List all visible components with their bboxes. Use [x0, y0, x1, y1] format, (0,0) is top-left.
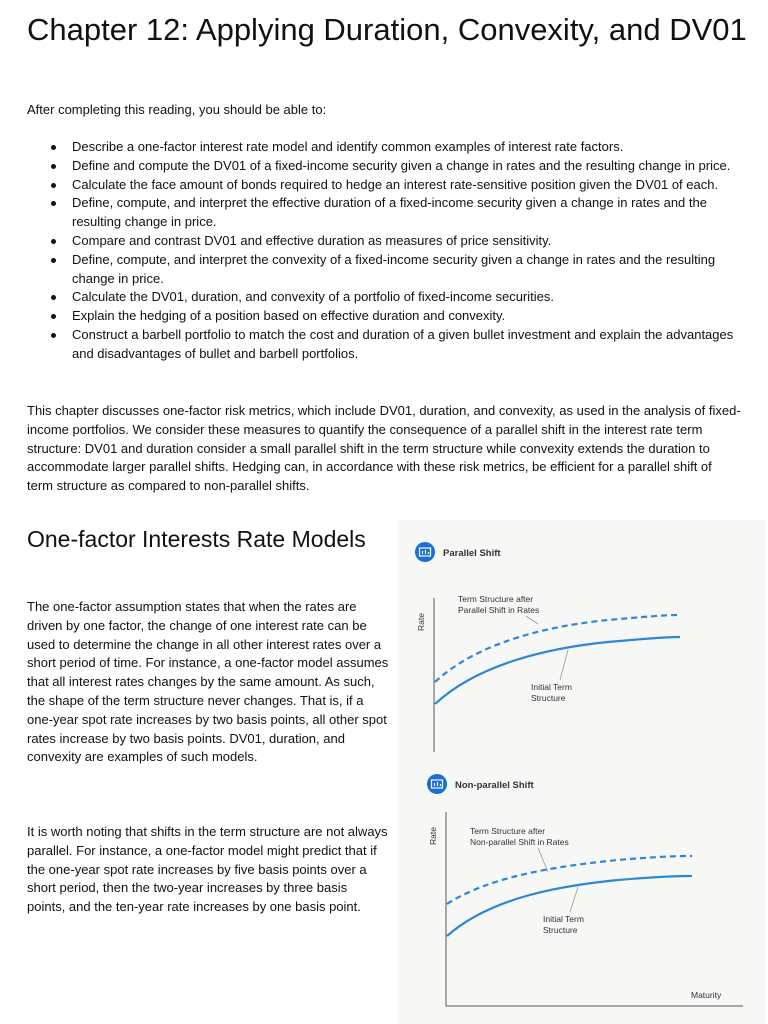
list-item: Define, compute, and interpret the convexity of a fixed-income security given a change in rates and the resulting change in price. [27, 251, 741, 289]
callout-line [560, 650, 568, 680]
x-axis-label: Maturity [691, 990, 722, 1000]
chapter-summary: This chapter discusses one-factor risk metrics, which include DV01, duration, and convexity, as used in the analysis of fixed-income portfolios. We consider these measures to quantify the consequence of a parallel shift in the interest rate term structure: DV01 and duration consider a small parallel shift in the term structure while convexity extends the duration to accommodate larger parallel shifts. Hedging can, in accordance with these risk metrics, be efficient for a parallel shift of term structure as compared to non-parallel shifts. [27, 403, 741, 494]
term-structure-figure [398, 520, 765, 1024]
y-axis-label: Rate [416, 613, 426, 631]
intro-text: After completing this reading, you should be able to: [27, 102, 327, 117]
section-paragraph-1: The one-factor assumption states that when the rates are driven by one factor, the change of one interest rate can be used to determine the change in all other interest rates over a short period of time. For instance, a one-factor model assumes that all interest rates changes by the same amount. As such, the shape of the term structure never changes. That is, if a one-year spot rate increases by two basis points, all other spot rates increase by two basis points. DV01, duration, and convexity are examples of such models. [27, 599, 389, 765]
list-item: Define and compute the DV01 of a fixed-income security given a change in rates and the resulting change in price. [27, 157, 741, 176]
callout-line [526, 616, 538, 624]
callout-line [570, 887, 578, 912]
list-item: Calculate the DV01, duration, and convexity of a portfolio of fixed-income securities. [27, 288, 741, 307]
learning-objectives-list [27, 138, 741, 364]
panel-heading: Non-parallel Shift [455, 780, 534, 791]
callout-line [538, 848, 548, 872]
list-item: Define, compute, and interpret the effective duration of a fixed-income security given a change in rates and the resulting change in price. [27, 194, 741, 232]
initial-curve-label: Initial Term [531, 682, 572, 692]
list-item: Calculate the face amount of bonds required to hedge an interest rate-sensitive position given the DV01 of each. [27, 176, 741, 195]
page-title: Chapter 12: Applying Duration, Convexity, and DV01 [27, 12, 747, 47]
shifted-curve-label: Non-parallel Shift in Rates [470, 837, 569, 847]
term-structure-diagram [398, 520, 765, 1024]
list-item: Describe a one-factor interest rate model and identify common examples of interest rate factors. [27, 138, 741, 157]
initial-curve-label: Structure [543, 925, 578, 935]
shifted-curve-label: Parallel Shift in Rates [458, 605, 540, 615]
panel-heading: Parallel Shift [443, 548, 501, 559]
shifted-curve-label: Term Structure after [470, 826, 546, 836]
section-paragraph-2: It is worth noting that shifts in the term structure are not always parallel. For instance, a one-factor model might predict that if the one-year spot rate increases by five basis points over a short period, then the two-year increases by three basis points, and the ten-year rate increases by one basis point. [27, 824, 388, 915]
initial-curve-label: Structure [531, 693, 566, 703]
list-item: Compare and contrast DV01 and effective duration as measures of price sensitivity. [27, 232, 741, 251]
shifted-term-structure-curve [447, 856, 692, 904]
chart-badge-icon [427, 774, 447, 794]
chart-badge-icon [415, 542, 435, 562]
shifted-curve-label: Term Structure after [458, 594, 534, 604]
parallel-shift-panel [415, 542, 680, 752]
y-axis-label: Rate [428, 827, 438, 845]
section-heading: One-factor Interests Rate Models [27, 526, 366, 552]
list-item: Explain the hedging of a position based on effective duration and convexity. [27, 307, 741, 326]
non-parallel-shift-panel [427, 774, 743, 1006]
list-item: Construct a barbell portfolio to match the cost and duration of a given bullet investment and explain the advantages and disadvantages of bullet and barbell portfolios. [27, 326, 741, 364]
initial-curve-label: Initial Term [543, 914, 584, 924]
